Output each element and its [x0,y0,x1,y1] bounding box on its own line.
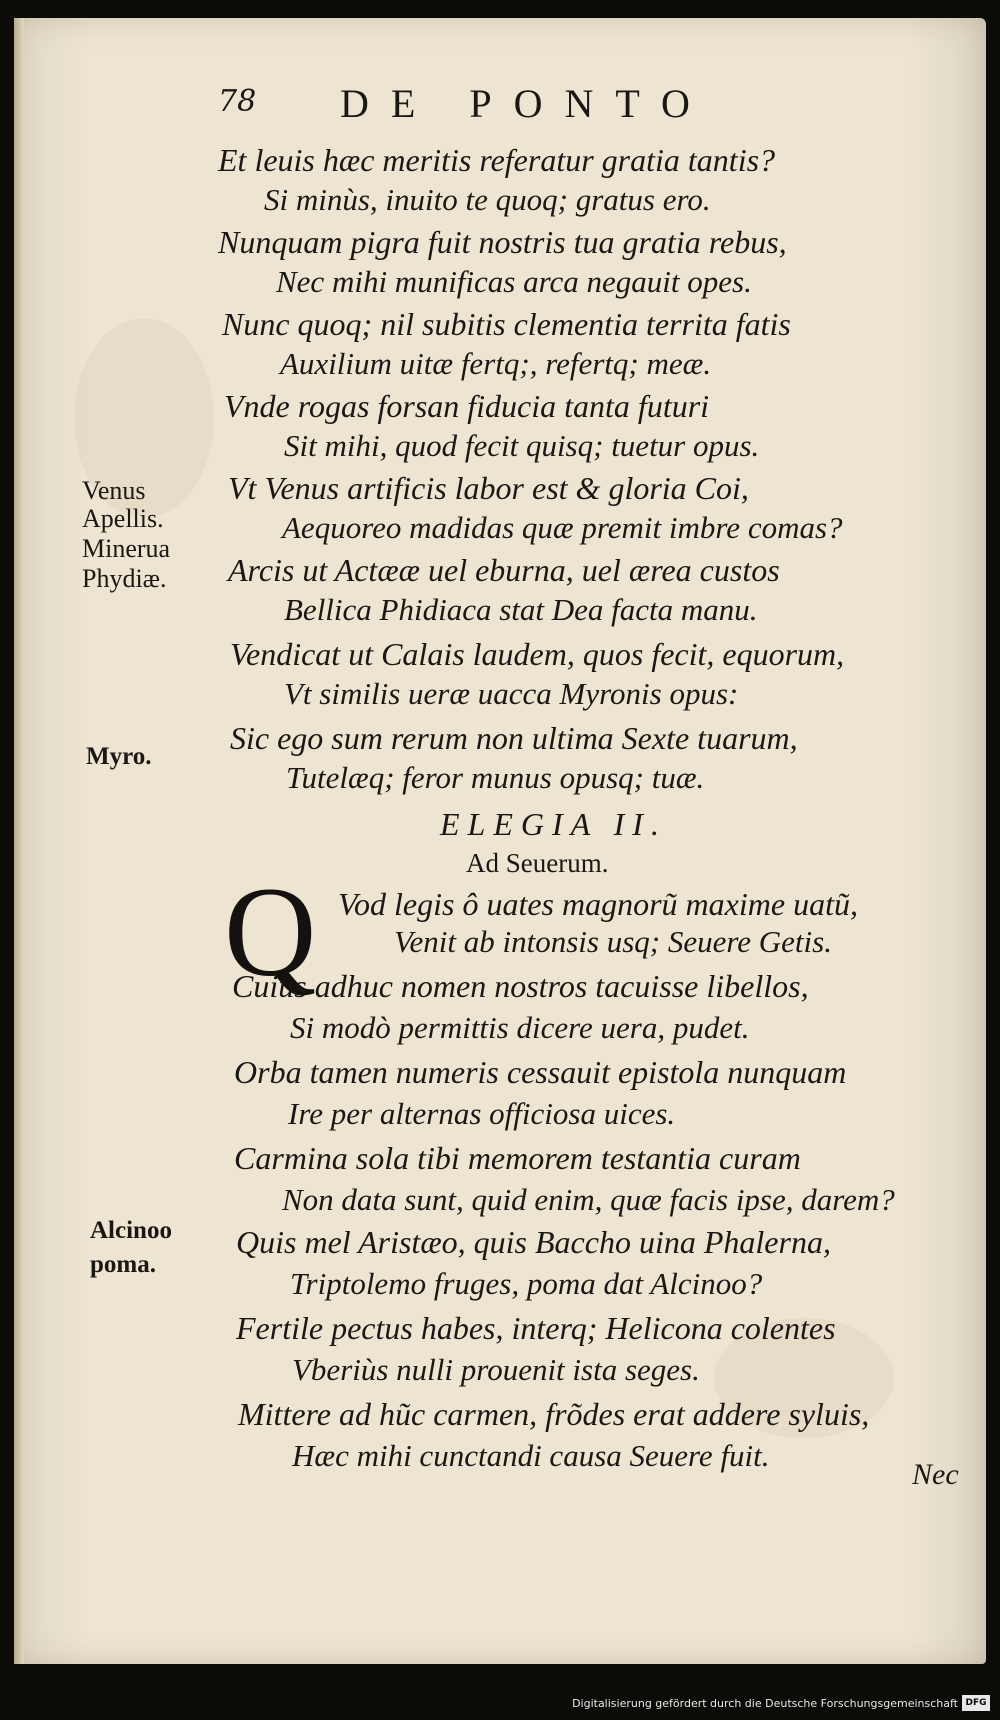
catchword: Nec [912,1458,959,1491]
verse-line: Hæc mihi cunctandi causa Seuere fuit. [292,1438,770,1473]
elegy-subtitle: Ad Seuerum. [466,848,609,878]
verse-line: Nunquam pigra fuit nostris tua gratia rebus, [218,224,787,260]
verse-line: Sit mihi, quod fecit quisq; tuetur opus. [284,428,760,463]
verse-line: Tutelæq; feror munus opusq; tuæ. [286,760,705,795]
verse-line: Bellica Phidiaca stat Dea facta manu. [284,592,758,627]
verse-line: Aequoreo madidas quæ premit imbre comas? [282,510,843,545]
verse-line: Si modò permittis dicere uera, pudet. [290,1010,750,1045]
drop-cap: Q [224,861,317,1003]
marginal-note: Myro. [86,743,152,770]
verse-line: Mittere ad hũc carmen, frõdes erat addere syluis, [238,1396,870,1432]
verse-line: Triptolemo fruges, poma dat Alcinoo? [290,1266,763,1301]
running-title: DE PONTO [340,81,712,126]
page-number: 78 [218,84,257,119]
verse-line: Venit ab intonsis usq; Seuere Getis. [394,924,832,959]
verse-line: Non data sunt, quid enim, quæ facis ipse, darem? [282,1182,895,1217]
marginal-note: Alcinoo [90,1217,172,1244]
verse-line: Vnde rogas forsan fiducia tanta futuri [224,388,710,424]
verse-line: Vendicat ut Calais laudem, quos fecit, equorum, [230,636,845,672]
verse-line: Et leuis hæc meritis referatur gratia tantis? [218,142,776,178]
marginal-note: Phydiæ. [82,564,167,593]
footer-bar [0,1688,1000,1720]
verse-line: Auxilium uitæ fertq;, refertq; meæ. [280,346,712,381]
verse-line: Arcis ut Actææ uel eburna, uel ærea custos [228,552,780,588]
verse-line: Vt Venus artificis labor est & gloria Coi, [228,470,749,506]
verse-line: Vod legis ô uates magnorũ maxime uatũ, [338,886,858,922]
verse-line: Vberiùs nulli prouenit ista seges. [292,1352,700,1387]
page-gutter [14,18,24,1664]
dfg-logo-icon: DFG [962,1695,990,1711]
marginal-note: Minerua [82,534,171,563]
verse-line: Vt similis ueræ uacca Myronis opus: [284,676,739,711]
verse-line: Carmina sola tibi memorem testantia curam [234,1140,801,1176]
verse-line: Ire per alternas officiosa uices. [288,1096,676,1131]
verse-line: Si minùs, inuito te quoq; gratus ero. [264,182,711,217]
verse-line: Quis mel Aristæo, quis Baccho uina Phalerna, [236,1224,831,1260]
elegy-title: ELEGIA II. [440,806,667,842]
verse-line: Sic ego sum rerum non ultima Sexte tuarum, [230,720,798,756]
verse-line: Nunc quoq; nil subitis clementia territa fatis [222,306,791,342]
marginal-note: Apellis. [82,504,164,533]
marginal-note: poma. [90,1251,156,1278]
running-head [0,70,1000,130]
verse-line: Cuius adhuc nomen nostros tacuisse libellos, [232,968,809,1004]
footer-credit: Digitalisierung gefördert durch die Deutsche Forschungsgemeinschaft [572,1697,958,1710]
verse-line: Nec mihi munificas arca negauit opes. [276,264,752,299]
verse-line: Fertile pectus habes, interq; Helicona colentes [236,1310,836,1346]
marginal-note: Venus [82,476,146,505]
verse-line: Orba tamen numeris cessauit epistola nunquam [234,1054,847,1090]
